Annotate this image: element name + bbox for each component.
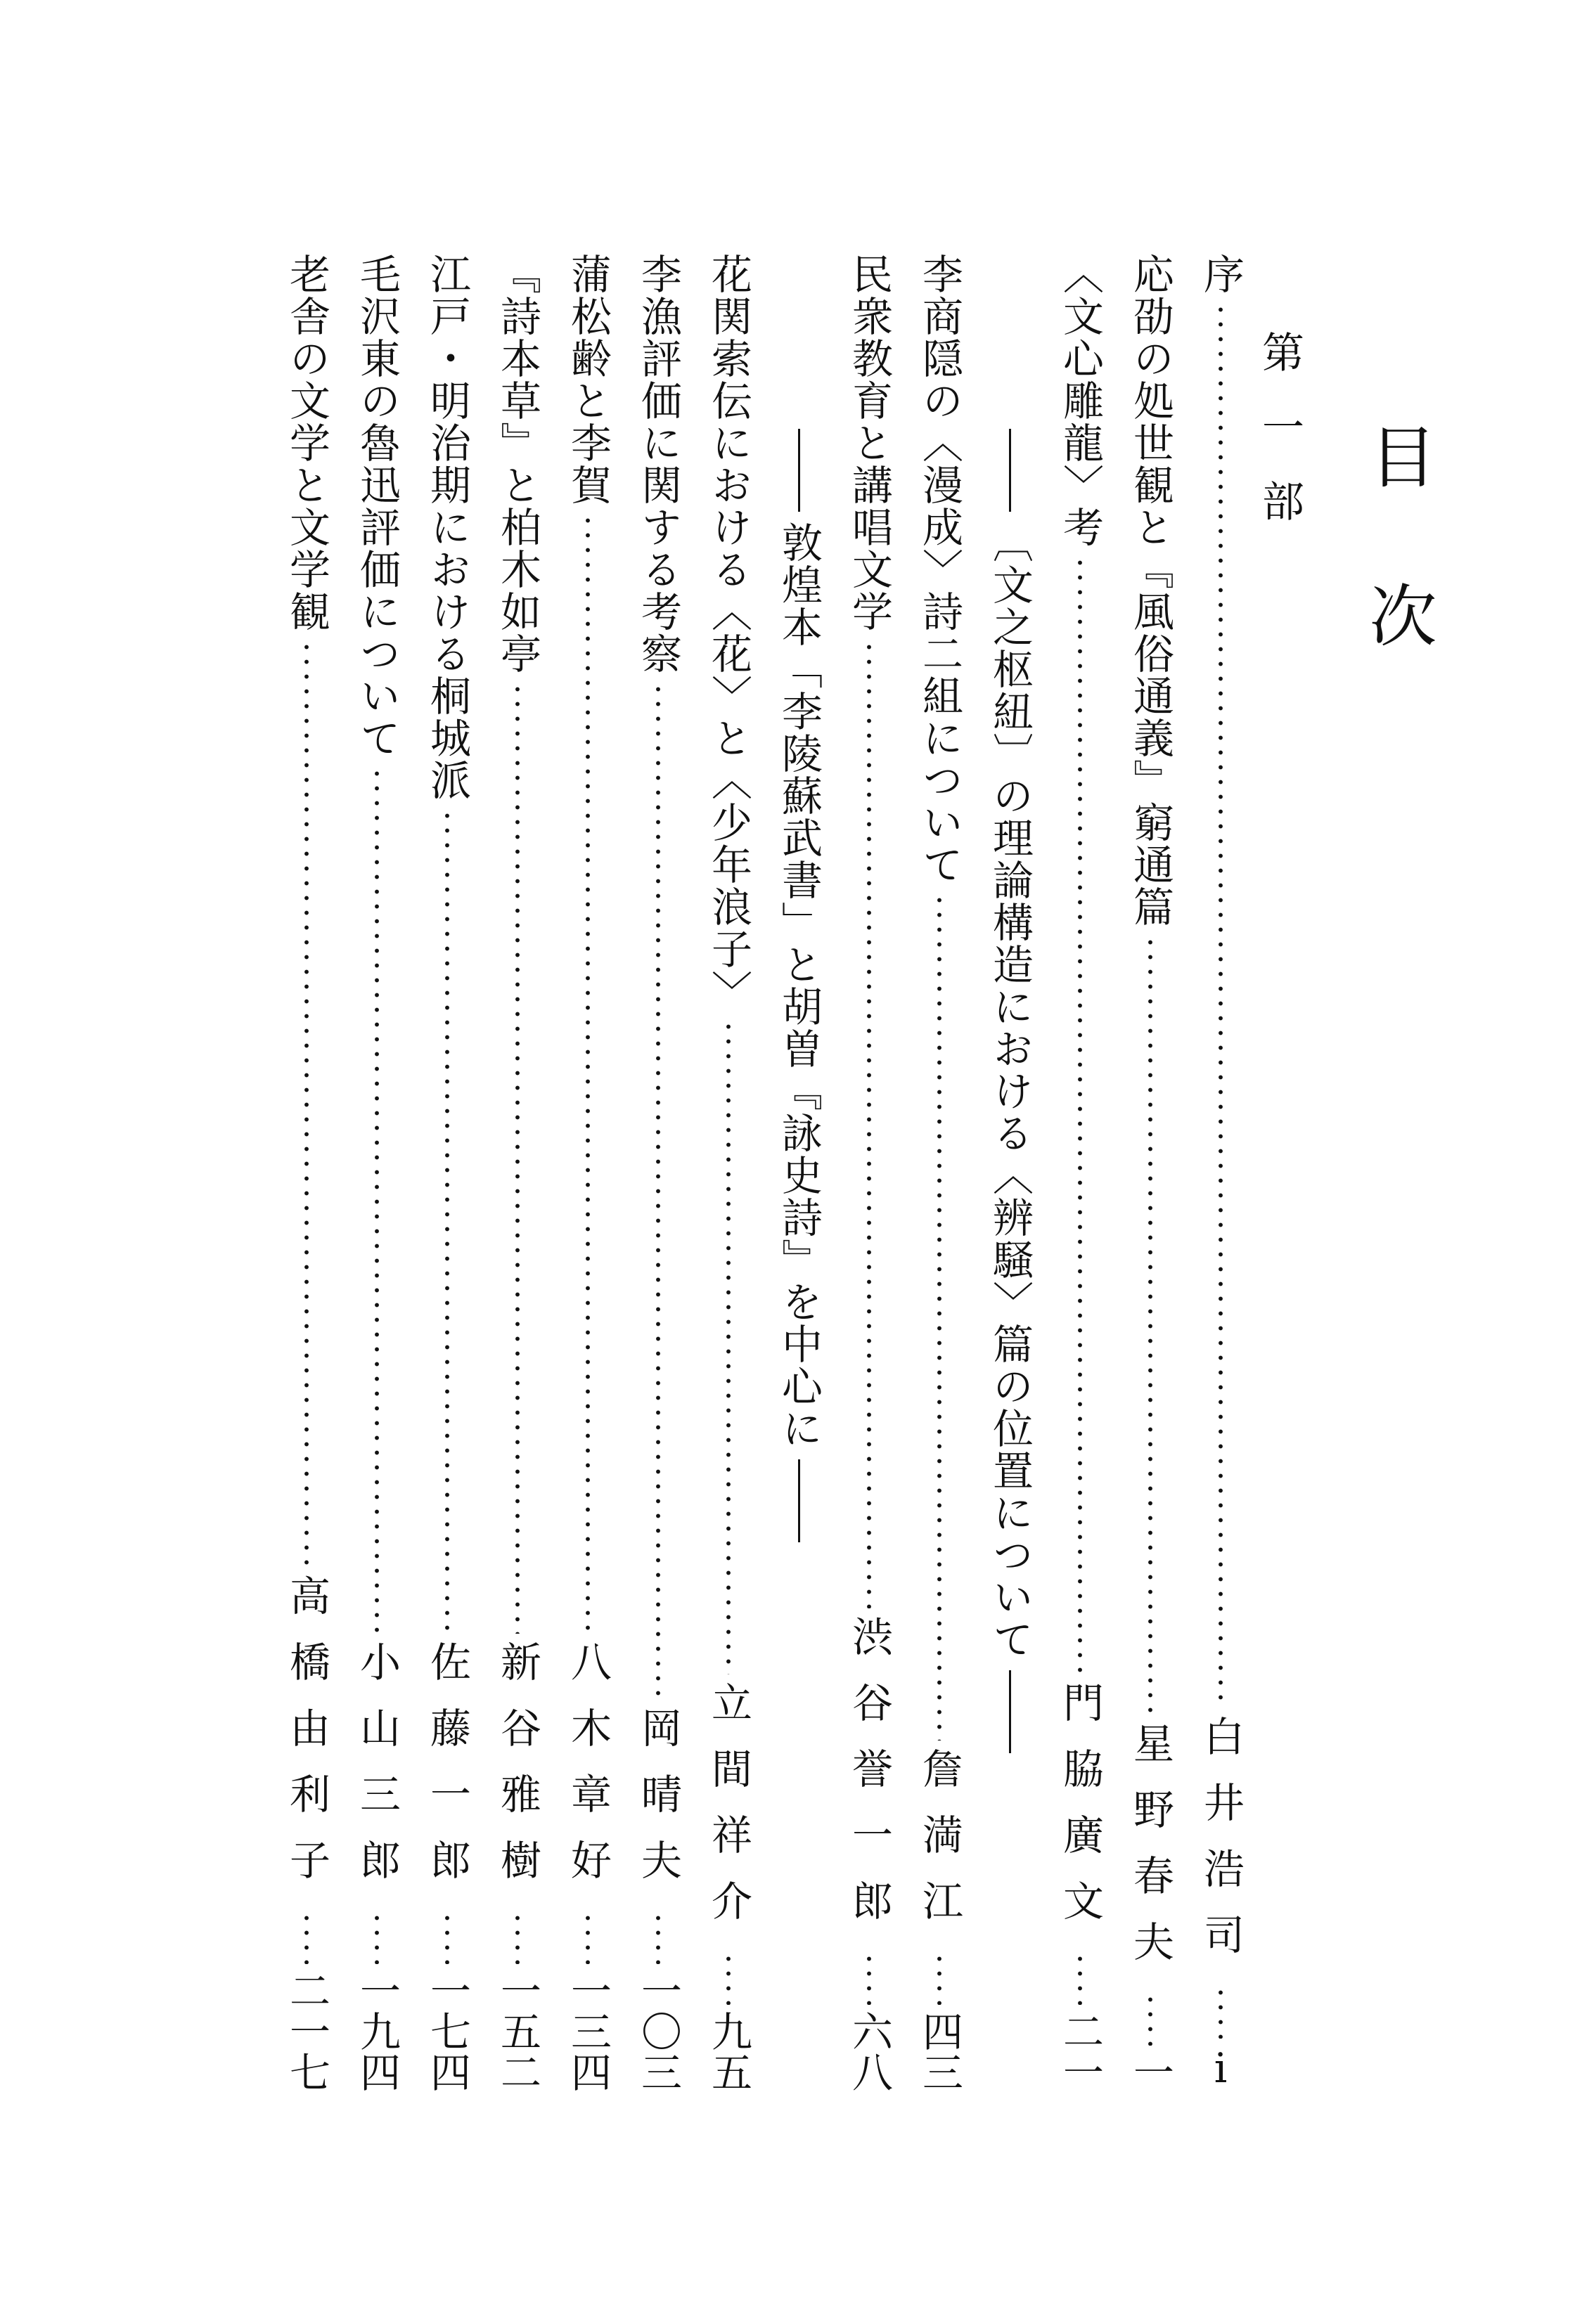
entry-title: 花関索伝における〈花〉と〈少年浪子〉: [705, 253, 752, 1012]
entry-page: 二一七: [283, 1970, 330, 2092]
entry-page: 一〇三: [634, 1970, 682, 2092]
entry-page: 一三四: [564, 1970, 612, 2092]
em-dash: [798, 1459, 800, 1542]
dot-leader: [1148, 935, 1153, 1715]
dot-leader: [726, 1019, 731, 1674]
entry-author: 渋谷誉一郎: [845, 1615, 893, 1946]
entry-author: 小山三郎: [353, 1641, 401, 1905]
toc-entry: [1055, 253, 1105, 2092]
dot-leader: [655, 682, 661, 1700]
entry-title: 民衆教育と講唱文学: [845, 253, 893, 633]
entry-page: 四三: [915, 2010, 963, 2092]
dot-leader: [726, 1951, 731, 2005]
toc-entry: [1126, 253, 1175, 2092]
dot-leader: [585, 513, 591, 1634]
entry-title: 序: [1197, 253, 1245, 295]
dot-leader: [374, 1911, 380, 1964]
dot-leader: [304, 1911, 309, 1964]
entry-author: 佐藤一郎: [423, 1641, 471, 1905]
dot-leader: [585, 1911, 591, 1964]
entry-title: 『詩本草』と柏木如亭: [494, 253, 541, 675]
dot-leader: [515, 682, 520, 1634]
toc-entry: [915, 253, 964, 2092]
entry-title: 蒲松齢と李賀: [564, 253, 612, 506]
entry-author: 八木章好: [564, 1641, 612, 1905]
entry-title: 応劭の処世観と『風俗通義』窮通篇: [1126, 253, 1174, 928]
dot-leader: [1077, 1951, 1083, 2005]
toc-entry: [352, 253, 401, 2092]
entry-page: 一: [1126, 2051, 1174, 2092]
entry-page: 九五: [705, 2010, 752, 2092]
dot-leader: [1218, 302, 1223, 1708]
dot-leader: [1218, 1985, 1223, 2039]
entry-author: 詹満江: [915, 1748, 963, 1946]
subtitle-text: 敦煌本「李陵蘇武書」と胡曽『詠史詩』を中心に: [775, 522, 823, 1450]
entry-page: 二一: [1056, 2010, 1104, 2092]
entry-title: 老舎の文学と文学観: [283, 253, 330, 633]
toc-entry: [844, 253, 894, 2092]
subtitle-text: 〔文之枢紐〕の理論構造における〈辨騒〉篇の位置について: [986, 522, 1034, 1660]
entry-author: 新谷雅樹: [494, 1641, 541, 1905]
dot-leader: [1077, 555, 1083, 1674]
entry-title: 〈文心雕龍〉考: [1056, 253, 1104, 548]
em-dash: [1009, 1670, 1011, 1753]
toc-entry: [423, 253, 472, 2092]
toc-entry: [1196, 253, 1245, 2092]
dot-leader: [444, 808, 450, 1634]
entry-title: 李漁評価に関する考察: [634, 253, 682, 675]
toc-entry: [563, 253, 612, 2092]
entry-title: 江戸・明治期における桐城派: [423, 253, 471, 801]
dot-leader: [304, 640, 309, 1568]
toc-subtitle: [985, 429, 1034, 1753]
dot-leader: [866, 640, 872, 1608]
entry-title: 李商隠の〈漫成〉詩二組について: [915, 253, 963, 886]
entry-page: i: [1197, 2044, 1245, 2092]
toc-entry: [704, 253, 753, 2092]
dot-leader: [444, 1911, 450, 1964]
dot-leader: [655, 1911, 661, 1964]
entry-page: 一九四: [353, 1970, 401, 2092]
dot-leader: [937, 1951, 942, 2005]
entry-title: 毛沢東の魯迅評価について: [353, 253, 401, 759]
entry-author: 立間祥介: [705, 1681, 752, 1946]
toc-entry: [493, 253, 542, 2092]
entry-author: 星野春夫: [1126, 1722, 1174, 1987]
entry-page: 六八: [845, 2010, 893, 2092]
entry-page: 一七四: [423, 1970, 471, 2092]
em-dash: [798, 429, 800, 512]
dot-leader: [1148, 1992, 1153, 2046]
part-label: 第一部: [1255, 330, 1304, 554]
dot-leader: [866, 1951, 872, 2005]
toc-subtitle: [774, 429, 823, 1542]
toc-entry: [634, 253, 683, 2092]
entry-author: 白井浩司: [1197, 1715, 1245, 1980]
page-title: 目次: [1358, 422, 1437, 740]
dot-leader: [515, 1911, 520, 1964]
em-dash: [1009, 429, 1011, 512]
entry-page: 一五二: [494, 1970, 541, 2092]
dot-leader: [937, 893, 942, 1741]
dot-leader: [374, 766, 380, 1634]
entry-author: 高橋由利子: [283, 1575, 330, 1905]
toc-entry: [282, 253, 331, 2092]
entry-author: 門脇廣文: [1056, 1681, 1104, 1946]
entry-author: 岡晴夫: [634, 1707, 682, 1905]
